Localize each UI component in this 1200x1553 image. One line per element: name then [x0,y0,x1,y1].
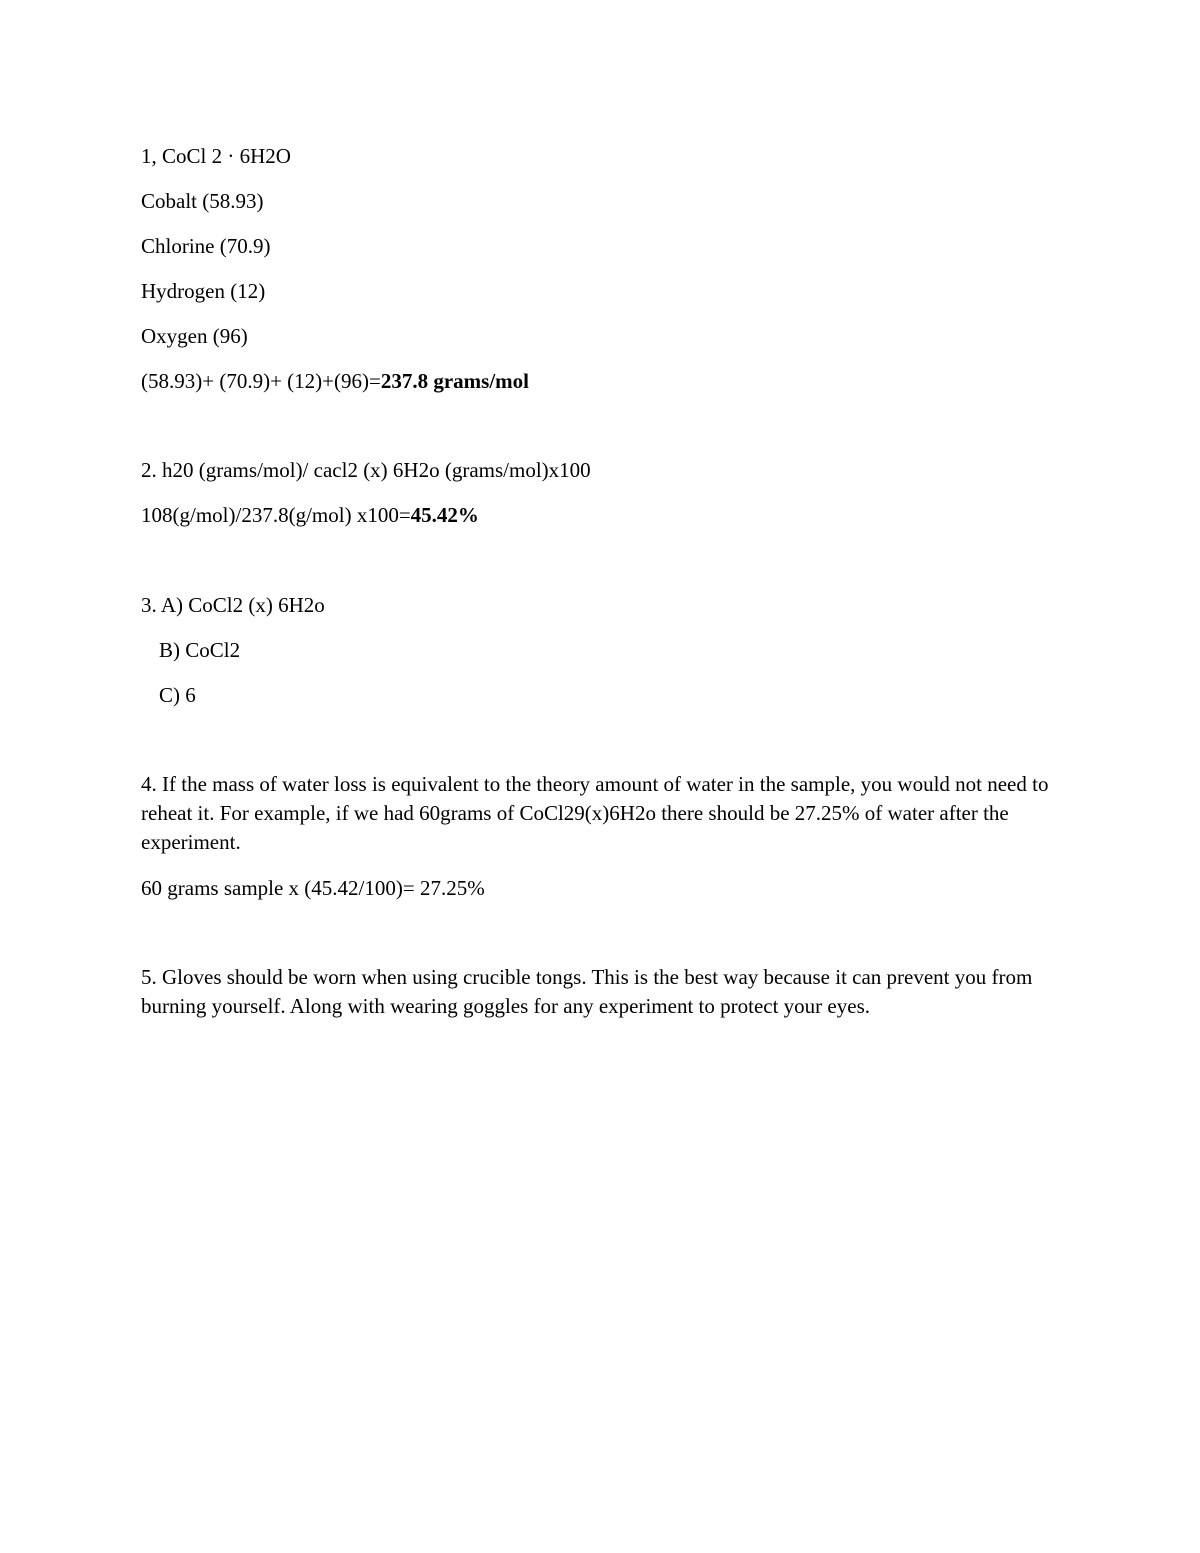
q2-calc-result: 45.42% [410,503,479,527]
q4-calc: 60 grams sample x (45.42/100)= 27.25% [141,876,485,900]
q3-answer-a: 3. A) CoCl2 (x) 6H2o [141,593,325,617]
q2-calc-expression: 108(g/mol)/237.8(g/mol) x100= [141,503,411,527]
q1-hydrogen: Hydrogen (12) [141,279,266,303]
q1-cobalt: Cobalt (58.93) [141,189,264,213]
q1-chlorine: Chlorine (70.9) [141,234,271,258]
q2-formula: 2. h20 (grams/mol)/ cacl2 (x) 6H2o (grams/mol)x100 [141,458,591,482]
q4-paragraph: 4. If the mass of water loss is equivalent to the theory amount of water in the sample, you would not need to reheat it. For example, if we had 60grams of CoCl29(x)6H2o there should be 27.25% of water after the experiment. [141,772,1049,854]
q1-sum-result: 237.8 grams/mol [380,369,529,393]
q1-oxygen: Oxygen (96) [141,324,248,348]
q1-formula: 1, CoCl 2 · 6H2O [141,144,291,168]
q1-sum [141,367,529,395]
q2-calc [141,501,479,529]
q3-answer-c: C) 6 [159,683,196,707]
q3-answer-b: B) CoCl2 [159,638,241,662]
q1-sum-expression: (58.93)+ (70.9)+ (12)+(96)= [141,369,381,393]
q5-paragraph: 5. Gloves should be worn when using crucible tongs. This is the best way because it can prevent you from burning yourself. Along with wearing goggles for any experiment to protect your eyes. [141,965,1033,1018]
